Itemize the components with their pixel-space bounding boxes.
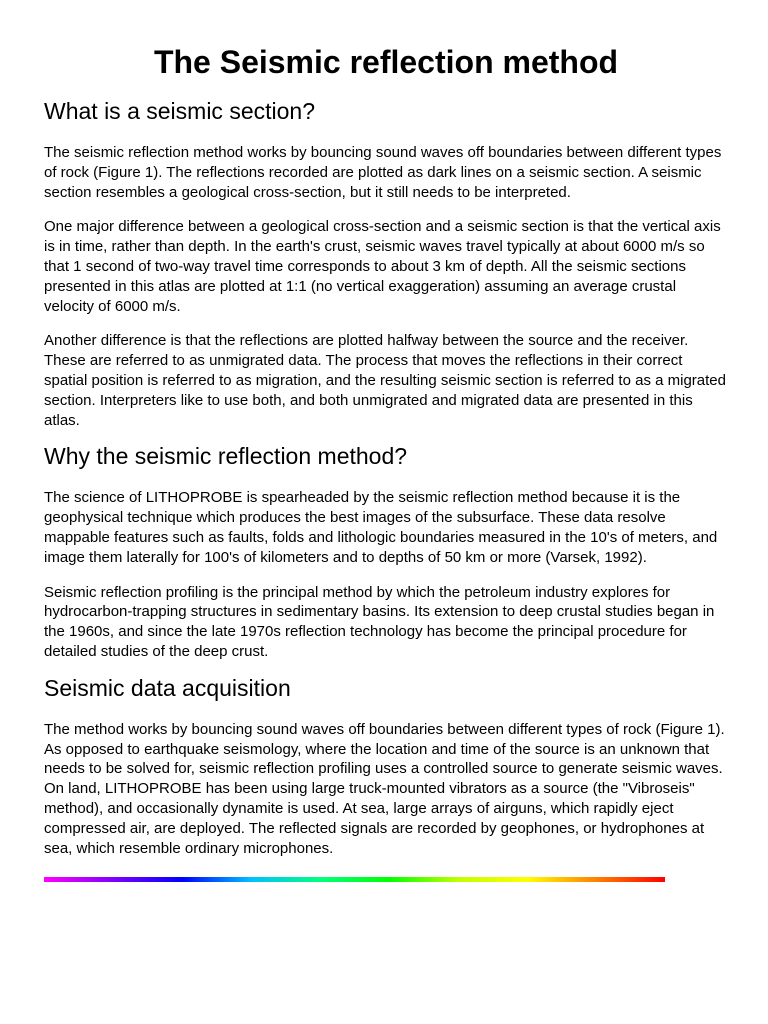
paragraph: Another difference is that the reflections are plotted halfway between the source and the receiver. These are referred to as unmigrated data. The process that moves the reflections in their correct spatial position is referred to as migration, and the resulting seismic section is referred to as a migrated section. Interpreters like to use both, and both unmigrated and migrated data are presented in this atlas. xyxy=(44,332,726,429)
document-page xyxy=(44,0,728,882)
section-heading-seismic-data-acquisition: Seismic data acquisition xyxy=(44,674,291,701)
section-heading-what-is-seismic-section: What is a seismic section? xyxy=(44,98,315,124)
paragraph: Seismic reflection profiling is the principal method by which the petroleum industry explores for hydrocarbon-trapping structures in sedimentary basins. Its extension to deep crustal studies began in the 1960s, and since the late 1970s reflection technology has become the principal procedure for detailed studies of the deep crust. xyxy=(44,583,715,660)
page-title: The Seismic reflection method xyxy=(153,44,619,80)
paragraph: The science of LITHOPROBE is spearheaded by the seismic reflection method because it is the geophysical technique which produces the best images of the subsurface. These data resolve mappable features such as faults, folds and lithologic boundaries measured in the 10's of meters, and image them laterally for 100's of kilometers and to depths of 50 km or more (Varsek, 1992). xyxy=(44,489,718,566)
paragraph: The seismic reflection method works by bouncing sound waves off boundaries between different types of rock (Figure 1). The reflections recorded are plotted as dark lines on a seismic section. A seismic section resembles a geological cross-section, but it still needs to be interpreted. xyxy=(44,144,722,201)
paragraph: One major difference between a geological cross-section and a seismic section is that the vertical axis is in time, rather than depth. In the earth's crust, seismic waves travel typically at about 6000 m/s so that 1 second of two-way travel time corresponds to about 3 km of depth. All the seismic sections presented in this atlas are plotted at 1:1 (no vertical exaggeration) assuming an average crustal velocity of 6000 m/s. xyxy=(44,218,721,315)
rainbow-divider xyxy=(44,877,665,882)
paragraph: The method works by bouncing sound waves off boundaries between different types of rock (Figure 1). As opposed to earthquake seismology, where the location and time of the source is an unknown that needs to be solved for, seismic reflection profiling uses a controlled source to generate seismic waves. On land, LITHOPROBE has been using large truck-mounted vibrators as a source (the "Vibroseis" method), and occasionally dynamite is used. At sea, large arrays of airguns, which rapidly eject compressed air, are deployed. The reflected signals are recorded by geophones, or hydrophones at sea, which resemble ordinary microphones. xyxy=(44,720,725,857)
section-heading-why-seismic-reflection: Why the seismic reflection method? xyxy=(44,443,408,470)
